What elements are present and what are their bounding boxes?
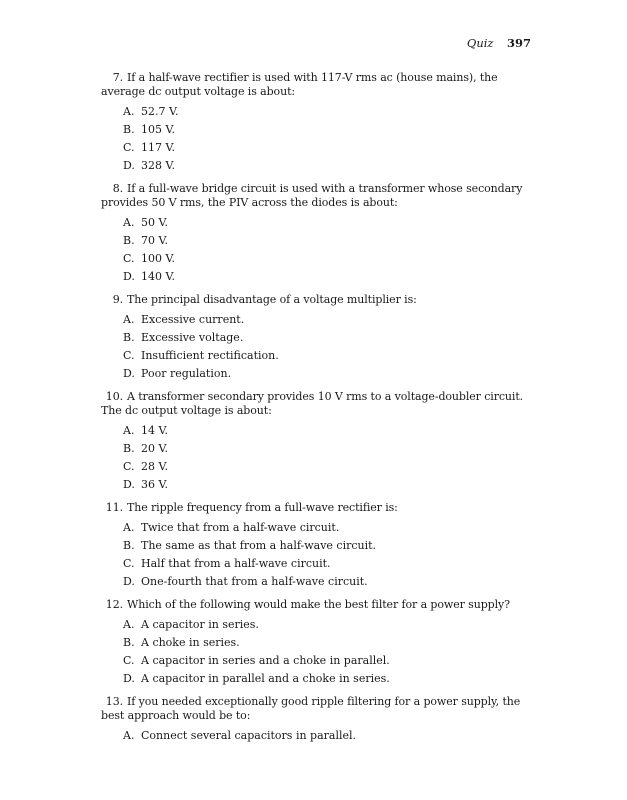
answer-option [101, 232, 533, 250]
answer-options [101, 422, 533, 494]
running-head [0, 36, 531, 51]
answer-option [101, 537, 533, 555]
option-letter: A. [123, 424, 135, 437]
answer-option [101, 157, 533, 175]
answer-option [101, 103, 533, 121]
answer-option [101, 250, 533, 268]
option-text: A capacitor in series and a choke in parallel. [141, 654, 390, 667]
option-text: A capacitor in parallel and a choke in series. [141, 672, 390, 685]
question-number: 10. [105, 390, 123, 403]
option-letter: B. [123, 442, 135, 455]
question-text: A transformer secondary provides 10 V rms to a voltage-doubler circuit. The dc output voltage is about: [101, 390, 524, 417]
answer-option [101, 573, 533, 591]
option-text: A choke in series. [141, 636, 240, 649]
question-text: Which of the following would make the best filter for a power supply? [127, 598, 510, 611]
option-letter: C. [123, 349, 135, 362]
question [101, 293, 533, 383]
option-text: 28 V. [141, 460, 169, 473]
option-text: 20 V. [141, 442, 169, 455]
question-stem [101, 695, 533, 723]
option-letter: A. [123, 105, 135, 118]
option-text: 14 V. [141, 424, 169, 437]
question-text: If a half-wave rectifier is used with 117-V rms ac (house mains), the average dc output voltage is about: [101, 71, 498, 98]
option-letter: A. [123, 618, 135, 631]
option-letter: B. [123, 539, 135, 552]
answer-option [101, 476, 533, 494]
option-letter: D. [123, 367, 135, 380]
option-text: 105 V. [141, 123, 176, 136]
question [101, 695, 533, 745]
answer-options [101, 616, 533, 688]
answer-option [101, 727, 533, 745]
answer-option [101, 311, 533, 329]
option-text: Excessive current. [141, 313, 245, 326]
option-letter: B. [123, 331, 135, 344]
option-text: One-fourth that from a half-wave circuit. [141, 575, 368, 588]
answer-option [101, 519, 533, 537]
question [101, 71, 533, 175]
question-text: If you needed exceptionally good ripple filtering for a power supply, the best approach would be to: [101, 695, 521, 722]
page-number: 397 [506, 36, 531, 50]
question-number: 12. [105, 598, 123, 611]
question-stem [101, 501, 533, 515]
answer-options [101, 311, 533, 383]
answer-option [101, 347, 533, 365]
question-number: 8. [112, 182, 123, 195]
option-letter: A. [123, 313, 135, 326]
answer-options [101, 103, 533, 175]
question-number: 13. [105, 695, 123, 708]
answer-options [101, 519, 533, 591]
option-text: 52.7 V. [141, 105, 179, 118]
answer-options [101, 214, 533, 286]
answer-option [101, 422, 533, 440]
option-text: 36 V. [141, 478, 169, 491]
option-text: Poor regulation. [141, 367, 232, 380]
question-text: The principal disadvantage of a voltage multiplier is: [127, 293, 417, 306]
question-number: 9. [112, 293, 123, 306]
option-letter: A. [123, 521, 135, 534]
answer-option [101, 329, 533, 347]
answer-options [101, 727, 533, 745]
option-text: A capacitor in series. [141, 618, 259, 631]
option-letter: B. [123, 636, 135, 649]
option-letter: A. [123, 729, 135, 742]
answer-option [101, 634, 533, 652]
option-letter: B. [123, 123, 135, 136]
answer-option [101, 268, 533, 286]
option-text: 117 V. [141, 141, 176, 154]
option-text: 70 V. [141, 234, 169, 247]
question-number: 7. [112, 71, 123, 84]
question-stem [101, 598, 533, 612]
option-letter: C. [123, 460, 135, 473]
answer-option [101, 440, 533, 458]
option-text: Connect several capacitors in parallel. [141, 729, 357, 742]
option-letter: C. [123, 252, 135, 265]
quiz-content [101, 71, 533, 752]
question-text: If a full-wave bridge circuit is used with a transformer whose secondary provides 50 V rms, the PIV across the diodes is about: [101, 182, 523, 209]
option-letter: C. [123, 557, 135, 570]
option-text: 328 V. [141, 159, 176, 172]
answer-option [101, 365, 533, 383]
question-text: The ripple frequency from a full-wave rectifier is: [127, 501, 398, 514]
question-stem [101, 182, 533, 210]
option-letter: D. [123, 478, 135, 491]
option-text: The same as that from a half-wave circuit. [141, 539, 377, 552]
answer-option [101, 214, 533, 232]
question-stem [101, 71, 533, 99]
option-letter: A. [123, 216, 135, 229]
option-letter: D. [123, 575, 135, 588]
option-text: Half that from a half-wave circuit. [141, 557, 331, 570]
option-text: 50 V. [141, 216, 169, 229]
question [101, 501, 533, 591]
question [101, 598, 533, 688]
question-number: 11. [105, 501, 123, 514]
answer-option [101, 670, 533, 688]
answer-option [101, 458, 533, 476]
option-text: Insufficient rectification. [141, 349, 279, 362]
question [101, 390, 533, 494]
option-letter: C. [123, 141, 135, 154]
answer-option [101, 616, 533, 634]
question-stem [101, 390, 533, 418]
option-text: 140 V. [141, 270, 176, 283]
answer-option [101, 139, 533, 157]
question-stem [101, 293, 533, 307]
question [101, 182, 533, 286]
option-letter: D. [123, 270, 135, 283]
option-text: 100 V. [141, 252, 176, 265]
option-letter: D. [123, 672, 135, 685]
option-letter: C. [123, 654, 135, 667]
answer-option [101, 121, 533, 139]
answer-option [101, 555, 533, 573]
option-letter: B. [123, 234, 135, 247]
answer-option [101, 652, 533, 670]
option-text: Twice that from a half-wave circuit. [141, 521, 340, 534]
option-letter: D. [123, 159, 135, 172]
section-title: Quiz [466, 36, 494, 50]
option-text: Excessive voltage. [141, 331, 244, 344]
